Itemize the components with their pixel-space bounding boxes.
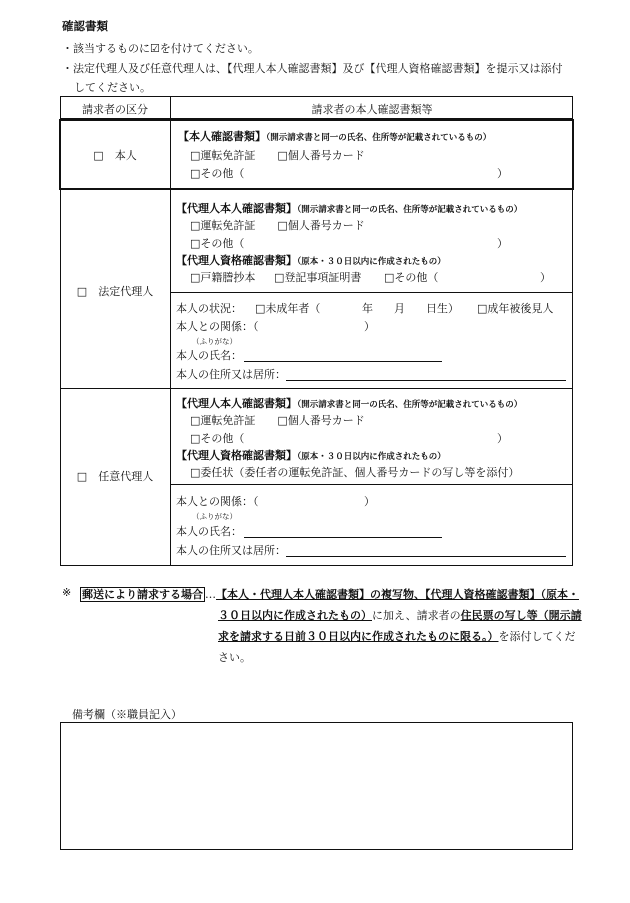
vol-relation-close: ） <box>364 495 375 508</box>
legal-name-label: 本人の氏名： <box>176 349 242 362</box>
self-doc-note: （開示請求書と同一の氏名、住所等が記載されているもの） <box>266 133 492 143</box>
checkbox-legal-rep[interactable]: □ 法定代理人 <box>76 285 154 298</box>
legal-qual-opt3-close: ） <box>540 271 551 284</box>
vol-relation: 本人との関係：（ <box>176 495 259 508</box>
legal-other-option[interactable]: □その他（ <box>190 237 245 250</box>
legal-qual-title: 【代理人資格確認書類】 <box>176 254 297 267</box>
legal-furigana: （ふりがな） <box>192 337 237 346</box>
note-dots: … <box>205 588 216 601</box>
note-p4: さい。 <box>218 651 251 664</box>
vol-qual-opt1[interactable]: □委任状（委任者の運転免許証、個人番号カードの写し等を添付） <box>190 466 520 479</box>
vol-address-label: 本人の住所又は居所： <box>176 544 286 557</box>
checkbox-voluntary-rep[interactable]: □ 任意代理人 <box>76 470 154 483</box>
vol-qual-note: （原本・３０日以内に作成されたもの） <box>297 452 446 462</box>
vol-qual-title: 【代理人資格確認書類】 <box>176 449 297 462</box>
legal-status-day: 日生） <box>426 302 459 315</box>
self-options-1[interactable]: □運転免許証 □個人番号カード <box>190 149 365 162</box>
section-title: 確認書類 <box>62 19 108 33</box>
legal-other-close: ） <box>497 237 508 250</box>
legal-status-year: 年 <box>362 302 373 315</box>
legal-options-1[interactable]: □運転免許証 □個人番号カード <box>190 219 365 232</box>
vol-furigana: （ふりがな） <box>192 512 237 521</box>
vol-doc-title: 【代理人本人確認書類】 <box>176 397 297 410</box>
self-other-close: ） <box>497 167 508 180</box>
legal-doc-title: 【代理人本人確認書類】 <box>176 202 297 215</box>
checkbox-self[interactable]: □ 本人 <box>93 149 137 162</box>
self-doc-title: 【本人確認書類】 <box>178 130 266 143</box>
header-documents: 請求者の本人確認書類等 <box>311 103 433 116</box>
note-p1b: 【代理人資格確認書類】（原本・ <box>425 588 579 601</box>
note-mark: ※ <box>62 586 72 599</box>
note-p1a: 【本人・代理人本人確認書類】の複写物、 <box>216 588 425 601</box>
vol-options-1[interactable]: □運転免許証 □個人番号カード <box>190 414 365 427</box>
legal-relation: 本人との関係：（ <box>176 320 259 333</box>
legal-qual-opt3[interactable]: □その他（ <box>384 271 439 284</box>
legal-name-field[interactable] <box>244 361 442 362</box>
vol-other-option[interactable]: □その他（ <box>190 432 245 445</box>
note-p2b: に加え、請求者の <box>372 609 461 622</box>
legal-qual-opt2[interactable]: □登記事項証明書 <box>274 271 362 284</box>
legal-relation-close: ） <box>364 320 375 333</box>
legal-status-ward[interactable]: □成年被後見人 <box>477 302 554 315</box>
note-p2c: 住民票の写し等（開示請 <box>460 609 582 622</box>
legal-address-field[interactable] <box>286 380 566 381</box>
remarks-box[interactable] <box>60 722 573 850</box>
note-p2a: ３０日以内に作成されたもの） <box>218 609 372 622</box>
legal-status-minor[interactable]: □未成年者（ <box>255 302 321 315</box>
vol-doc-note: （開示請求書と同一の氏名、住所等が記載されているもの） <box>297 400 523 410</box>
instruction-1: ・該当するものに☑を付けてください。 <box>62 42 259 55</box>
vol-other-close: ） <box>497 432 508 445</box>
vol-name-label: 本人の氏名： <box>176 525 242 538</box>
legal-status-month: 月 <box>394 302 405 315</box>
legal-status-label: 本人の状況： <box>176 302 242 315</box>
remarks-label: 備考欄（※職員記入） <box>72 708 182 721</box>
self-other-option[interactable]: □その他（ <box>190 167 245 180</box>
instruction-3: してください。 <box>74 81 151 94</box>
legal-qual-note: （原本・３０日以内に作成されたもの） <box>297 257 446 267</box>
header-category: 請求者の区分 <box>82 103 148 116</box>
note-p3b: を添付してくだ <box>498 630 576 643</box>
vol-address-field[interactable] <box>286 556 566 557</box>
legal-doc-note: （開示請求書と同一の氏名、住所等が記載されているもの） <box>297 205 523 215</box>
legal-address-label: 本人の住所又は居所： <box>176 368 286 381</box>
note-mail-box: 郵送により請求する場合 <box>82 588 203 601</box>
legal-qual-opt1[interactable]: □戸籍謄抄本 <box>190 271 256 284</box>
vol-name-field[interactable] <box>244 537 442 538</box>
note-p3a: 求を請求する日前３０日以内に作成されたものに限る。） <box>218 630 499 643</box>
instruction-2: ・法定代理人及び任意代理人は、【代理人本人確認書類】及び【代理人資格確認書類】を提示又は添付 <box>62 62 563 75</box>
